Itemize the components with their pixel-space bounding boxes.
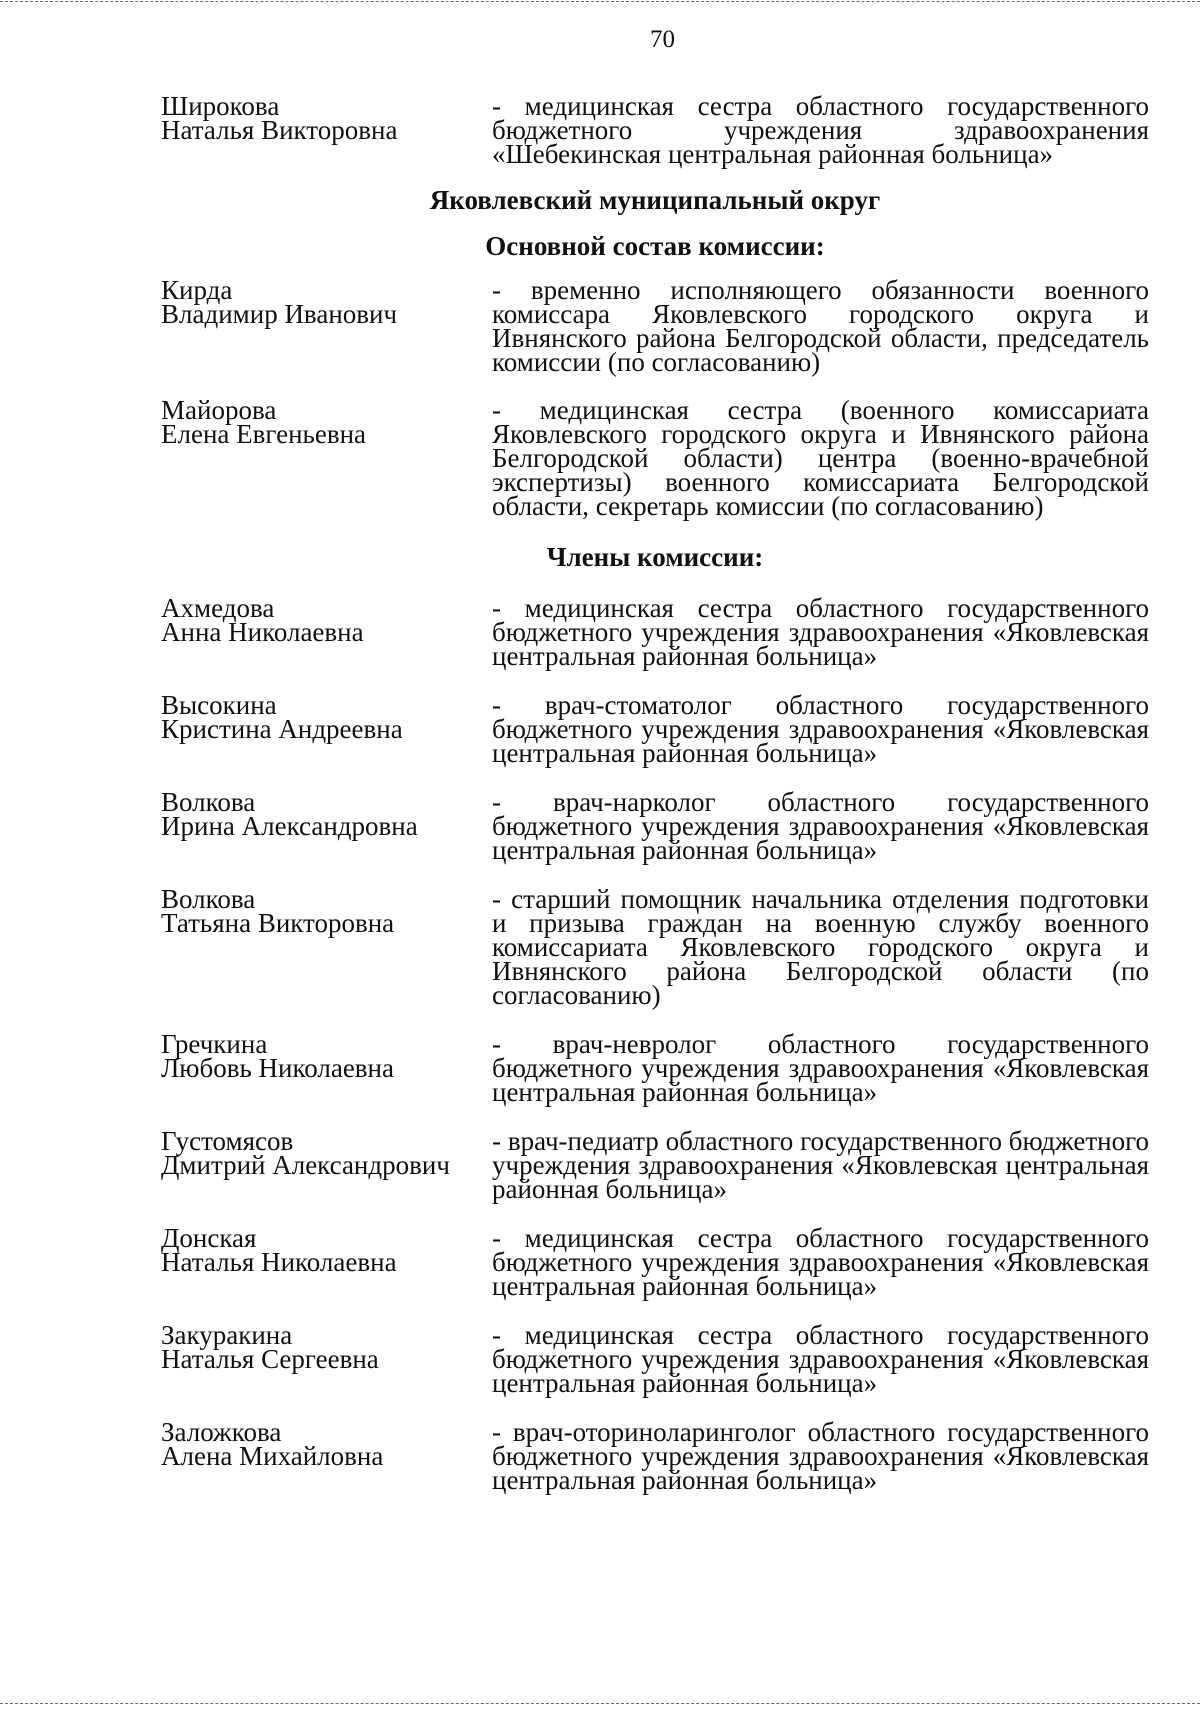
members-heading: Члены комиссии: bbox=[546, 542, 764, 572]
member-name bbox=[161, 884, 492, 938]
member-role: - медицинская сестра областного государственного бюджетного учреждения здравоохранения «Яковлевская центральная районная больница» bbox=[492, 593, 1149, 671]
member-entry bbox=[161, 787, 1149, 865]
member-role: - старший помощник начальника отделения подготовки и призыва граждан на военную службу военного комиссариата Яковлевского городского округа и Ивнянского района Белгородской области (по согласованию) bbox=[492, 884, 1149, 1010]
member-surname: Майорова bbox=[161, 395, 277, 425]
document-body bbox=[161, 91, 1149, 1495]
member-surname: Широкова bbox=[161, 91, 280, 121]
member-name bbox=[161, 91, 492, 145]
page-number: 70 bbox=[650, 26, 675, 53]
member-name bbox=[161, 1126, 492, 1180]
member-entry bbox=[161, 1223, 1149, 1301]
member-entry bbox=[161, 1320, 1149, 1398]
member-entry-secretary bbox=[161, 395, 1149, 521]
member-given-name: Наталья Сергеевна bbox=[161, 1344, 379, 1374]
member-surname: Густомясов bbox=[161, 1126, 294, 1156]
member-name bbox=[161, 787, 492, 841]
member-surname: Ахмедова bbox=[161, 593, 275, 623]
member-role: - врач-нарколог областного государственного бюджетного учреждения здравоохранения «Яковлевская центральная районная больница» bbox=[492, 787, 1149, 865]
member-given-name: Кристина Андреевна bbox=[161, 714, 403, 744]
member-given-name: Елена Евгеньевна bbox=[161, 419, 367, 449]
member-name bbox=[161, 1417, 492, 1471]
member-entry bbox=[161, 1417, 1149, 1495]
member-given-name: Любовь Николаевна bbox=[161, 1053, 394, 1083]
member-role: - медицинская сестра областного государственного бюджетного учреждения здравоохранения «Яковлевская центральная районная больница» bbox=[492, 1320, 1149, 1398]
member-surname: Закуракина bbox=[161, 1320, 293, 1350]
member-role: - медицинская сестра (военного комиссариата Яковлевского городского округа и Ивнянского района Белгородской области) центра (военно-врачебной экспертизы) военного комиссариата Белгородской области, секретарь комиссии (по согласованию) bbox=[492, 395, 1149, 521]
member-given-name: Татьяна Викторовна bbox=[161, 908, 395, 938]
member-name bbox=[161, 1029, 492, 1083]
scan-top-edge-line bbox=[0, 1, 1200, 2]
member-role: - медицинская сестра областного государственного бюджетного учреждения здравоохранения «Шебекинская центральная районная больница» bbox=[492, 91, 1149, 169]
member-name bbox=[161, 1320, 492, 1374]
member-role: - врач-педиатр областного государственного бюджетного учреждения здравоохранения «Яковлевская центральная районная больница» bbox=[492, 1126, 1149, 1204]
district-heading: Яковлевский муниципальный округ bbox=[429, 185, 881, 215]
member-surname: Донская bbox=[161, 1223, 257, 1253]
member-entry-chair bbox=[161, 275, 1149, 377]
member-name bbox=[161, 593, 492, 647]
member-surname: Кирда bbox=[161, 275, 233, 305]
scan-bottom-edge-line bbox=[0, 1703, 1200, 1704]
member-entry bbox=[161, 593, 1149, 671]
member-surname: Заложкова bbox=[161, 1417, 282, 1447]
member-given-name: Алена Михайловна bbox=[161, 1441, 384, 1471]
member-role: - врач-стоматолог областного государственного бюджетного учреждения здравоохранения «Яковлевская центральная районная больница» bbox=[492, 690, 1149, 768]
member-surname: Гречкина bbox=[161, 1029, 268, 1059]
member-role: - медицинская сестра областного государственного бюджетного учреждения здравоохранения «Яковлевская центральная районная больница» bbox=[492, 1223, 1149, 1301]
member-role: - врач-невролог областного государственного бюджетного учреждения здравоохранения «Яковлевская центральная районная больница» bbox=[492, 1029, 1149, 1107]
member-given-name: Дмитрий Александрович bbox=[161, 1150, 450, 1180]
member-given-name: Наталья Николаевна bbox=[161, 1247, 397, 1277]
member-entry bbox=[161, 1029, 1149, 1107]
member-entry bbox=[161, 690, 1149, 768]
member-given-name: Наталья Викторовна bbox=[161, 115, 398, 145]
member-given-name: Владимир Иванович bbox=[161, 299, 398, 329]
member-role: - врач-оториноларинголог областного государственного бюджетного учреждения здравоохранения «Яковлевская центральная районная больница» bbox=[492, 1417, 1149, 1495]
member-entry-intro bbox=[161, 91, 1149, 169]
member-given-name: Анна Николаевна bbox=[161, 617, 364, 647]
main-composition-heading: Основной состав комиссии: bbox=[485, 231, 825, 261]
member-surname: Высокина bbox=[161, 690, 277, 720]
member-surname: Волкова bbox=[161, 787, 256, 817]
member-surname: Волкова bbox=[161, 884, 256, 914]
member-entry bbox=[161, 884, 1149, 1010]
member-name bbox=[161, 395, 492, 449]
member-given-name: Ирина Александровна bbox=[161, 811, 418, 841]
member-name bbox=[161, 690, 492, 744]
member-name bbox=[161, 275, 492, 329]
member-name bbox=[161, 1223, 492, 1277]
member-entry bbox=[161, 1126, 1149, 1204]
member-role: - временно исполняющего обязанности военного комиссара Яковлевского городского округа и Ивнянского района Белгородской области, председатель комиссии (по согласованию) bbox=[492, 275, 1149, 377]
